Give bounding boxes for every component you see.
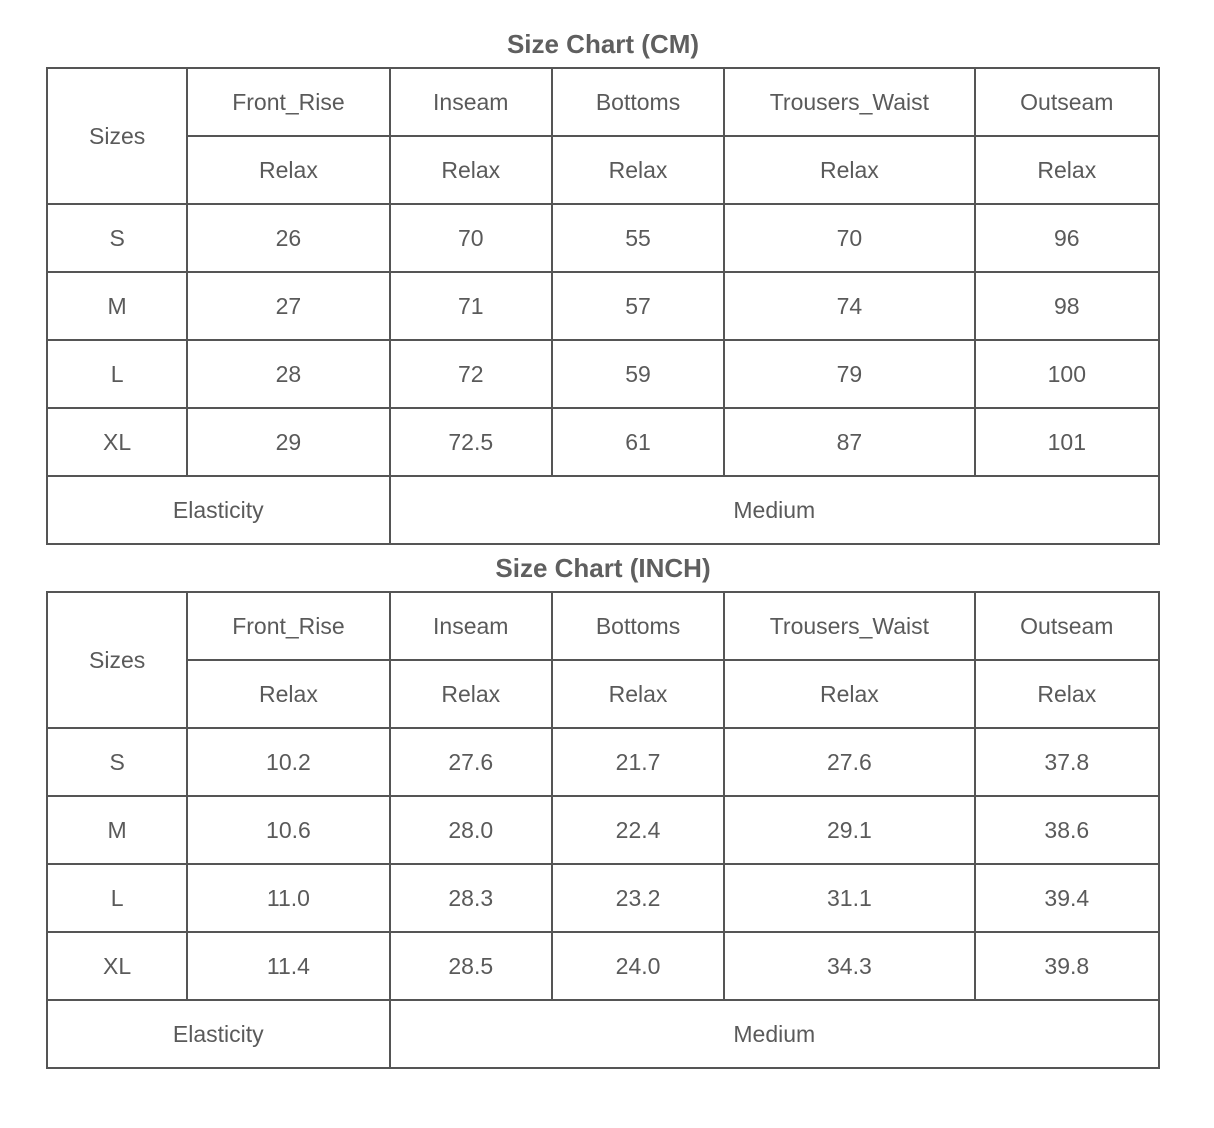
table-cell: 96 [976,205,1158,271]
table-row [48,797,1158,863]
size-label: S [48,205,186,271]
size-label: M [48,797,186,863]
elasticity-value: Medium [391,1001,1158,1067]
table-cell: 72.5 [391,409,551,475]
table-cell: 28.3 [391,865,551,931]
column-header: Front_Rise [188,69,388,135]
table-row [48,273,1158,339]
table-row [48,865,1158,931]
table-cell: 74 [725,273,973,339]
table-cell: 10.2 [188,729,388,795]
column-header: Inseam [391,69,551,135]
column-header: Bottoms [553,69,723,135]
table-cell: 98 [976,273,1158,339]
size-label: L [48,865,186,931]
table-row [48,341,1158,407]
fit-subheader: Relax [188,661,388,727]
footer-row [48,477,1158,543]
fit-subheader: Relax [553,661,723,727]
table-row [48,409,1158,475]
column-header: Outseam [976,69,1158,135]
table-cell: 22.4 [553,797,723,863]
footer-row [48,1001,1158,1067]
column-header: Outseam [976,593,1158,659]
table-cell: 31.1 [725,865,973,931]
table-row [48,729,1158,795]
size-label: XL [48,409,186,475]
size-chart-cm-table [46,67,1160,545]
header-row [48,69,1158,135]
size-label: S [48,729,186,795]
table-cell: 39.8 [976,933,1158,999]
table-cell: 26 [188,205,388,271]
table-cell: 72 [391,341,551,407]
table-cell: 28 [188,341,388,407]
column-header: Trousers_Waist [725,593,973,659]
table-cell: 28.0 [391,797,551,863]
table-cell: 11.4 [188,933,388,999]
table-cell: 27.6 [725,729,973,795]
size-chart-inch-table [46,591,1160,1069]
table-cell: 34.3 [725,933,973,999]
table-cell: 27.6 [391,729,551,795]
table-cell: 70 [725,205,973,271]
column-header: Trousers_Waist [725,69,973,135]
table-row [48,933,1158,999]
subheader-row [48,137,1158,203]
fit-subheader: Relax [188,137,388,203]
column-header: Bottoms [553,593,723,659]
table-cell: 55 [553,205,723,271]
table-cell: 37.8 [976,729,1158,795]
size-label: XL [48,933,186,999]
size-chart-cm-title: Size Chart (CM) [506,29,700,59]
fit-subheader: Relax [976,661,1158,727]
table-row [48,205,1158,271]
sizes-header: Sizes [48,69,186,203]
fit-subheader: Relax [976,137,1158,203]
table-cell: 23.2 [553,865,723,931]
size-label: M [48,273,186,339]
table-cell: 38.6 [976,797,1158,863]
size-label: L [48,341,186,407]
table-cell: 11.0 [188,865,388,931]
table-cell: 100 [976,341,1158,407]
table-cell: 87 [725,409,973,475]
table-cell: 79 [725,341,973,407]
fit-subheader: Relax [725,137,973,203]
table-cell: 70 [391,205,551,271]
table-cell: 71 [391,273,551,339]
table-cell: 10.6 [188,797,388,863]
fit-subheader: Relax [391,137,551,203]
fit-subheader: Relax [391,661,551,727]
table-cell: 57 [553,273,723,339]
table-cell: 29 [188,409,388,475]
column-header: Inseam [391,593,551,659]
table-cell: 39.4 [976,865,1158,931]
size-chart-inch-title: Size Chart (INCH) [495,553,711,583]
table-cell: 101 [976,409,1158,475]
sizes-header: Sizes [48,593,186,727]
column-header: Front_Rise [188,593,388,659]
table-cell: 21.7 [553,729,723,795]
elasticity-label: Elasticity [48,477,389,543]
table-cell: 59 [553,341,723,407]
elasticity-label: Elasticity [48,1001,389,1067]
table-cell: 61 [553,409,723,475]
fit-subheader: Relax [553,137,723,203]
table-cell: 28.5 [391,933,551,999]
header-row [48,593,1158,659]
elasticity-value: Medium [391,477,1158,543]
table-cell: 29.1 [725,797,973,863]
table-cell: 24.0 [553,933,723,999]
table-cell: 27 [188,273,388,339]
subheader-row [48,661,1158,727]
fit-subheader: Relax [725,661,973,727]
